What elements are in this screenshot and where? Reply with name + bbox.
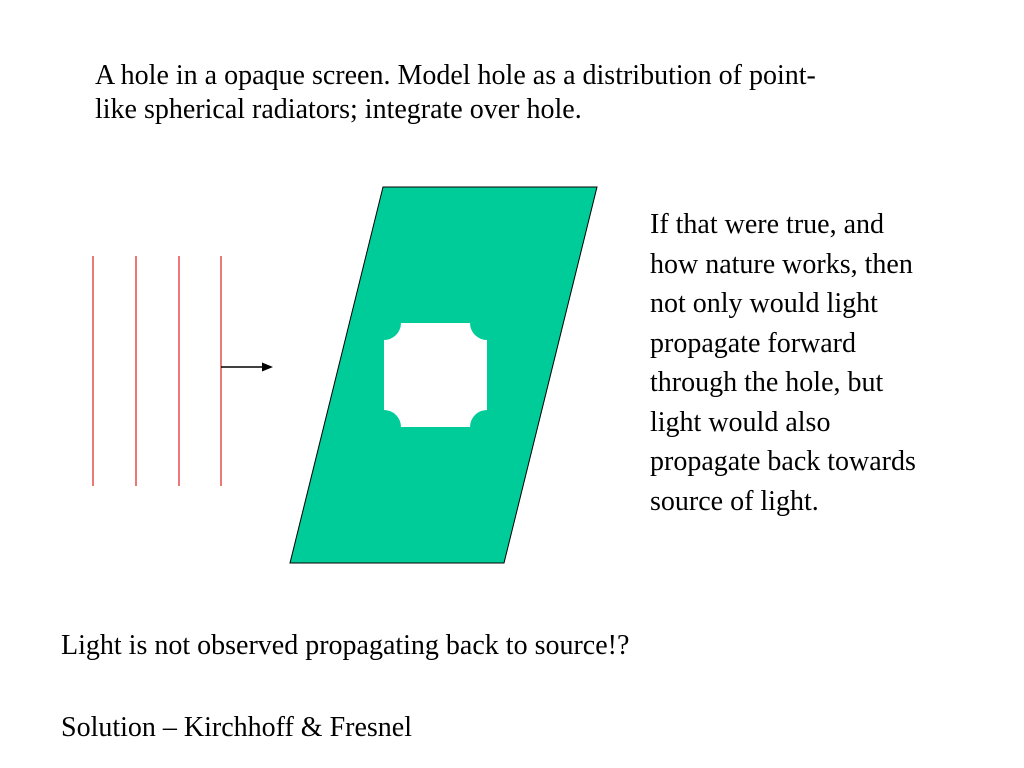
explanation-line-2: how nature works, then [650,248,913,280]
intro-line-1: A hole in a opaque screen. Model hole as a distribution of point- [95,60,816,91]
explanation-line-1: If that were true, and [650,209,884,240]
explanation-line-5: through the hole, but [650,367,884,398]
propagation-arrow [221,363,273,372]
solution-text: Solution – Kirchhoff & Fresnel [61,712,413,743]
explanation-line-6: light would also [650,406,831,438]
screen-hole [384,323,487,427]
observation-text: Light is not observed propagating back to source!? [61,630,630,661]
explanation-line-3: not only would light [650,288,878,319]
explanation-line-8: source of light. [650,485,819,517]
intro-text [95,59,816,127]
arrow-head [262,363,273,372]
explanation-line-4: propagate forward [650,327,857,359]
explanation-line-7: propagate back towards [650,446,916,477]
intro-line-2: like spherical radiators; integrate over hole. [95,94,582,125]
incident-wavefronts [93,256,221,486]
explanation-text [650,205,916,521]
